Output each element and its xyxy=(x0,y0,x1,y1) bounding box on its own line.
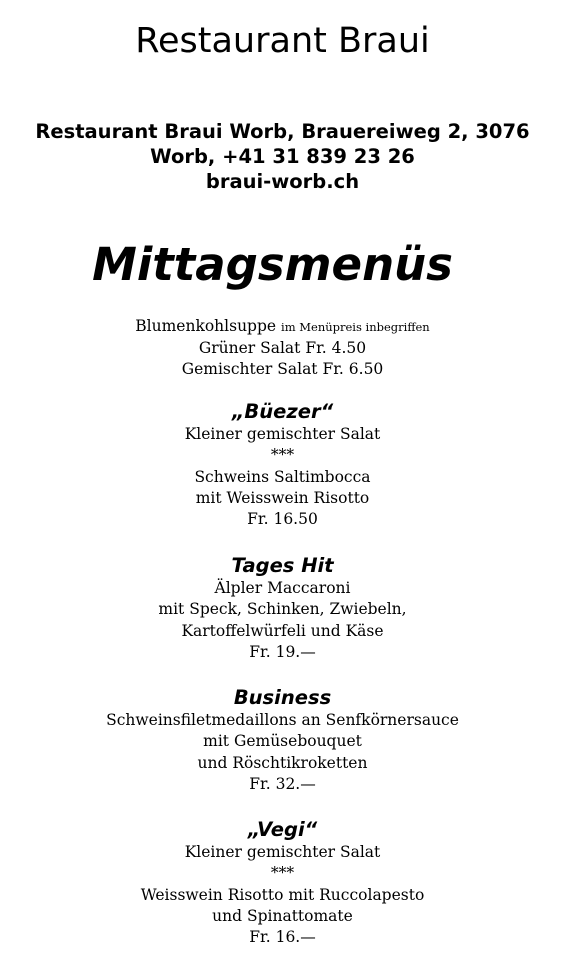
course-line: Schweins Saltimbocca xyxy=(194,467,371,486)
course-name: Tages Hit xyxy=(231,554,334,577)
soup-line xyxy=(0,316,565,338)
green-salad-line: Grüner Salat Fr. 4.50 xyxy=(198,339,367,357)
course-line: Kleiner gemischter Salat xyxy=(184,425,381,443)
course-line: Kartoffelwürfeli und Käse xyxy=(181,621,384,640)
course-line: und Spinattomate xyxy=(212,906,353,925)
address-line: Restaurant Braui Worb, Brauereiweg 2, 3076 xyxy=(35,120,530,143)
course-line: mit Speck, Schinken, Zwiebeln, xyxy=(158,600,407,619)
menus-heading: Mittagsmenüs xyxy=(92,238,453,291)
address-line: Worb, +41 31 839 23 26 xyxy=(150,145,415,168)
restaurant-title: Restaurant Braui xyxy=(135,21,430,61)
course-price: Fr. 16.50 xyxy=(247,510,318,529)
course-price: Fr. 19.— xyxy=(249,642,316,661)
address-block xyxy=(0,119,565,194)
course-name: „Büezer“ xyxy=(231,400,334,423)
course-line: Kleiner gemischter Salat xyxy=(184,843,381,861)
course-name: „Vegi“ xyxy=(247,818,318,841)
course-line: und Röschtikroketten xyxy=(197,753,368,772)
course-line: mit Gemüsebouquet xyxy=(203,732,362,751)
course-price: Fr. 32.— xyxy=(249,774,316,793)
course-line: Schweinsfiletmedaillons an Senfkörnersauce xyxy=(106,711,459,729)
course-line: Älpler Maccaroni xyxy=(214,579,351,597)
course-line: mit Weisswein Risotto xyxy=(195,488,370,507)
mixed-salad-line: Gemischter Salat Fr. 6.50 xyxy=(181,360,384,378)
course-bueezer xyxy=(0,400,565,530)
course-separator: *** xyxy=(270,864,295,883)
course-line: Weisswein Risotto mit Ruccolapesto xyxy=(140,885,425,904)
course-name: Business xyxy=(233,686,332,709)
soup-note: im Menüpreis inbegriffen xyxy=(281,320,430,334)
soup-name: Blumenkohlsuppe xyxy=(135,317,277,335)
course-price: Fr. 16.— xyxy=(249,928,316,947)
website-line: braui-worb.ch xyxy=(205,170,360,193)
course-separator: *** xyxy=(270,446,295,465)
course-vegi xyxy=(0,818,565,948)
intro-block xyxy=(0,316,565,380)
course-business xyxy=(0,686,565,795)
course-tages-hit xyxy=(0,554,565,663)
